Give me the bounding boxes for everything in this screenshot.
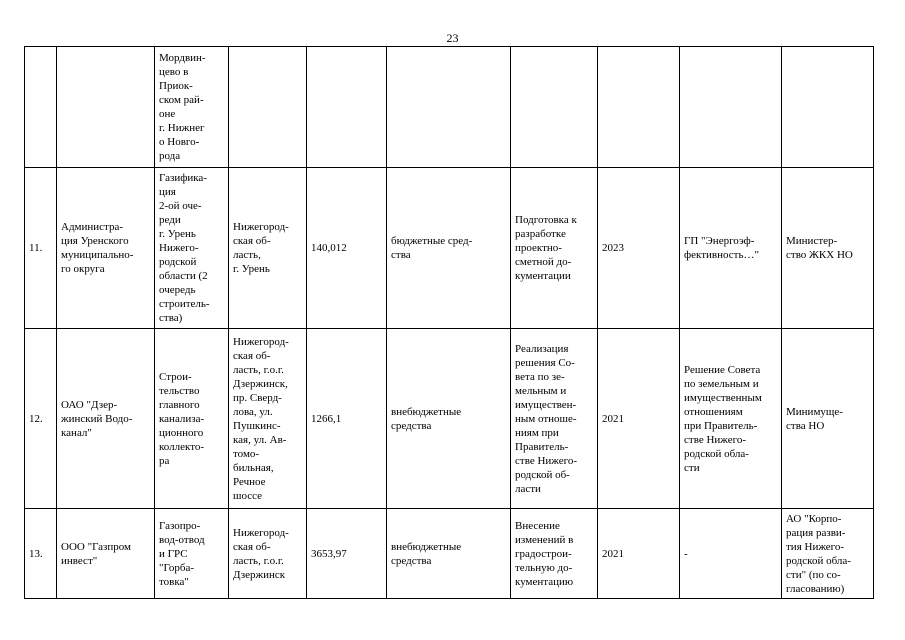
year-cell: 2021: [598, 329, 680, 509]
object-cell: Газифика- ция 2-ой оче- реди г. Урень Нижего- родской области (2 очередь строитель- ства): [155, 168, 229, 329]
row-number-cell: 13.: [25, 509, 57, 599]
basis-cell: Решение Совета по земельным и имущественным отношениям при Правитель- стве Нижего- родской обла- сти: [680, 329, 782, 509]
year-cell: 2021: [598, 509, 680, 599]
year-cell: [598, 47, 680, 168]
table-row: [25, 509, 874, 599]
row-number-cell: [25, 47, 57, 168]
location-cell: Нижегород- ская об- ласть, г.о.г. Дзержинск, пр. Сверд- лова, ул. Пушкинс- кая, ул. Ав- томо- бильная, Речное шоссе: [229, 329, 307, 509]
row-number-cell: 12.: [25, 329, 57, 509]
projects-table: [24, 46, 874, 599]
table-row: [25, 168, 874, 329]
basis-cell: [680, 47, 782, 168]
amount-cell: 1266,1: [307, 329, 387, 509]
object-cell: Газопро- вод-отвод и ГРС "Горба- товка": [155, 509, 229, 599]
financing-cell: внебюджетные средства: [387, 509, 511, 599]
responsible-cell: [782, 47, 874, 168]
action-cell: Внесение изменений в градострои- тельную до- кументацию: [511, 509, 598, 599]
amount-cell: [307, 47, 387, 168]
basis-cell: -: [680, 509, 782, 599]
responsible-cell: АО "Корпо- рация разви- тия Нижего- родской обла- сти" (по со- гласованию): [782, 509, 874, 599]
financing-cell: бюджетные сред- ства: [387, 168, 511, 329]
amount-cell: 140,012: [307, 168, 387, 329]
action-cell: Реализация решения Со- вета по зе- мельным и имуществен- ным отноше- ниям при Правитель- стве Нижего- родской об- ласти: [511, 329, 598, 509]
financing-cell: внебюджетные средства: [387, 329, 511, 509]
amount-cell: 3653,97: [307, 509, 387, 599]
organization-cell: ОАО "Дзер- жинский Водо- канал": [57, 329, 155, 509]
location-cell: [229, 47, 307, 168]
row-number-cell: 11.: [25, 168, 57, 329]
object-cell: Мордвин- цево в Приок- ском рай- оне г. Нижнег о Новго- рода: [155, 47, 229, 168]
organization-cell: [57, 47, 155, 168]
location-cell: Нижегород- ская об- ласть, г.о.г. Дзержинск: [229, 509, 307, 599]
action-cell: Подготовка к разработке проектно- сметной до- кументации: [511, 168, 598, 329]
basis-cell: ГП "Энергоэф- фективность…": [680, 168, 782, 329]
page-number: 23: [446, 31, 459, 45]
organization-cell: Администра- ция Уренского муниципально- го округа: [57, 168, 155, 329]
financing-cell: [387, 47, 511, 168]
organization-cell: ООО "Газпром инвест": [57, 509, 155, 599]
action-cell: [511, 47, 598, 168]
object-cell: Строи- тельство главного канализа- ционного коллекто- ра: [155, 329, 229, 509]
location-cell: Нижегород- ская об- ласть, г. Урень: [229, 168, 307, 329]
year-cell: 2023: [598, 168, 680, 329]
responsible-cell: Министер- ство ЖКХ НО: [782, 168, 874, 329]
responsible-cell: Минимуще- ства НО: [782, 329, 874, 509]
table-row: [25, 47, 874, 168]
table-row: [25, 329, 874, 509]
